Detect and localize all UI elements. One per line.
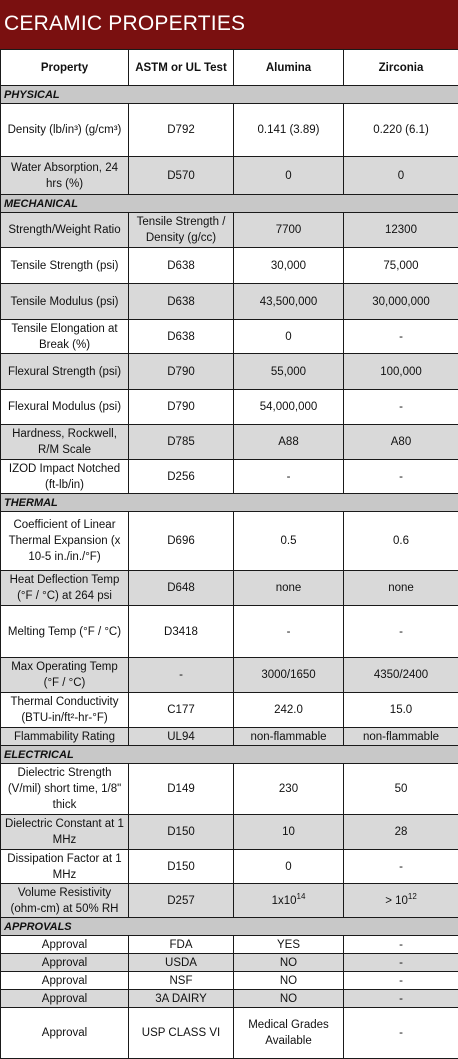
table-row [1, 954, 458, 972]
section-title: ELECTRICAL [1, 746, 458, 764]
test-cell: 3A DAIRY [129, 990, 234, 1008]
test-cell: D257 [129, 884, 234, 918]
table-row [1, 936, 458, 954]
section-header [1, 494, 458, 512]
alumina-cell: 230 [234, 764, 344, 815]
property-cell: Approval [1, 990, 129, 1008]
properties-body [1, 86, 458, 1059]
table-row [1, 972, 458, 990]
zirconia-cell: 0.220 (6.1) [344, 104, 458, 157]
test-cell: D150 [129, 850, 234, 884]
zirconia-cell: 28 [344, 815, 458, 850]
property-cell: Strength/Weight Ratio [1, 213, 129, 248]
zirconia-cell: 15.0 [344, 693, 458, 728]
header-alumina: Alumina [234, 50, 344, 86]
zirconia-cell: - [344, 390, 458, 425]
alumina-cell: 0.5 [234, 512, 344, 571]
alumina-cell: NO [234, 972, 344, 990]
section-header [1, 195, 458, 213]
table-row [1, 850, 458, 884]
property-cell: Coefficient of Linear Thermal Expansion (x 10-5 in./in./°F) [1, 512, 129, 571]
zirconia-cell: - [344, 606, 458, 658]
property-cell: Approval [1, 1008, 129, 1059]
property-cell: Flammability Rating [1, 728, 129, 746]
alumina-cell: 0 [234, 320, 344, 354]
test-cell: D638 [129, 320, 234, 354]
alumina-cell: 3000/1650 [234, 658, 344, 693]
alumina-cell: A88 [234, 425, 344, 460]
alumina-cell: 0.141 (3.89) [234, 104, 344, 157]
property-cell: Thermal Conductivity (BTU-in/ft²-hr-°F) [1, 693, 129, 728]
alumina-cell: NO [234, 954, 344, 972]
table-row [1, 104, 458, 157]
alumina-cell: 0 [234, 850, 344, 884]
header-row [1, 50, 458, 86]
zirconia-cell: 12300 [344, 213, 458, 248]
property-cell: Melting Temp (°F / °C) [1, 606, 129, 658]
test-cell: USDA [129, 954, 234, 972]
property-cell: Dissipation Factor at 1 MHz [1, 850, 129, 884]
property-cell: Density (lb/in³) (g/cm³) [1, 104, 129, 157]
test-cell: D790 [129, 354, 234, 390]
alumina-cell: 30,000 [234, 248, 344, 284]
zirconia-cell: - [344, 1008, 458, 1059]
test-cell: D150 [129, 815, 234, 850]
value-base: 1x10 [272, 895, 297, 907]
table-row [1, 157, 458, 195]
zirconia-cell: 0 [344, 157, 458, 195]
test-cell: FDA [129, 936, 234, 954]
table-row [1, 248, 458, 284]
property-cell: Hardness, Rockwell, R/M Scale [1, 425, 129, 460]
test-cell: UL94 [129, 728, 234, 746]
table-row [1, 390, 458, 425]
table-row [1, 693, 458, 728]
zirconia-cell: - [344, 954, 458, 972]
zirconia-cell: 30,000,000 [344, 284, 458, 320]
header-test: ASTM or UL Test [129, 50, 234, 86]
property-cell: Approval [1, 954, 129, 972]
property-cell: Tensile Modulus (psi) [1, 284, 129, 320]
table-row [1, 728, 458, 746]
zirconia-cell: 0.6 [344, 512, 458, 571]
section-header [1, 86, 458, 104]
zirconia-cell: non-flammable [344, 728, 458, 746]
test-cell: - [129, 658, 234, 693]
zirconia-cell [344, 884, 458, 918]
alumina-cell: NO [234, 990, 344, 1008]
alumina-cell: 10 [234, 815, 344, 850]
test-cell: D638 [129, 284, 234, 320]
zirconia-cell: - [344, 990, 458, 1008]
header-property: Property [1, 50, 129, 86]
section-title: APPROVALS [1, 918, 458, 936]
zirconia-cell: - [344, 460, 458, 494]
table-row [1, 658, 458, 693]
property-cell: Flexural Strength (psi) [1, 354, 129, 390]
page-title: CERAMIC PROPERTIES [0, 0, 458, 49]
zirconia-cell: A80 [344, 425, 458, 460]
header-zirconia: Zirconia [344, 50, 458, 86]
property-cell: Dielectric Strength (V/mil) short time, 1/8" thick [1, 764, 129, 815]
value-exponent: 14 [297, 892, 306, 901]
zirconia-cell: 50 [344, 764, 458, 815]
alumina-cell: - [234, 460, 344, 494]
zirconia-cell: - [344, 320, 458, 354]
test-cell: D638 [129, 248, 234, 284]
table-row [1, 606, 458, 658]
alumina-cell: 242.0 [234, 693, 344, 728]
property-cell: Heat Deflection Temp (°F / °C) at 264 psi [1, 571, 129, 606]
test-cell: D648 [129, 571, 234, 606]
alumina-cell: non-flammable [234, 728, 344, 746]
section-title: MECHANICAL [1, 195, 458, 213]
alumina-cell: 7700 [234, 213, 344, 248]
test-cell: D149 [129, 764, 234, 815]
alumina-cell: YES [234, 936, 344, 954]
value-base: > 10 [385, 895, 408, 907]
test-cell: D792 [129, 104, 234, 157]
property-cell: Approval [1, 936, 129, 954]
property-cell: Dielectric Constant at 1 MHz [1, 815, 129, 850]
table-row [1, 284, 458, 320]
zirconia-cell: - [344, 972, 458, 990]
table-row [1, 425, 458, 460]
alumina-cell: Medical Grades Available [234, 1008, 344, 1059]
table-row [1, 354, 458, 390]
property-cell: Volume Resistivity (ohm-cm) at 50% RH [1, 884, 129, 918]
table-row [1, 213, 458, 248]
alumina-cell: - [234, 606, 344, 658]
section-title: THERMAL [1, 494, 458, 512]
property-cell: IZOD Impact Notched (ft-lb/in) [1, 460, 129, 494]
test-cell: D785 [129, 425, 234, 460]
alumina-cell: none [234, 571, 344, 606]
zirconia-cell: none [344, 571, 458, 606]
table-row [1, 990, 458, 1008]
table-row [1, 1008, 458, 1059]
alumina-cell: 43,500,000 [234, 284, 344, 320]
table-row [1, 512, 458, 571]
section-title: PHYSICAL [1, 86, 458, 104]
alumina-cell: 0 [234, 157, 344, 195]
zirconia-cell: 4350/2400 [344, 658, 458, 693]
section-header [1, 918, 458, 936]
property-cell: Tensile Elongation at Break (%) [1, 320, 129, 354]
alumina-cell [234, 884, 344, 918]
value-exponent: 12 [408, 892, 417, 901]
alumina-cell: 54,000,000 [234, 390, 344, 425]
property-cell: Water Absorption, 24 hrs (%) [1, 157, 129, 195]
test-cell: USP CLASS VI [129, 1008, 234, 1059]
property-cell: Max Operating Temp (°F / °C) [1, 658, 129, 693]
test-cell: D570 [129, 157, 234, 195]
zirconia-cell: 75,000 [344, 248, 458, 284]
alumina-cell: 55,000 [234, 354, 344, 390]
test-cell: D790 [129, 390, 234, 425]
table-row [1, 571, 458, 606]
table-row [1, 884, 458, 918]
test-cell: Tensile Strength / Density (g/cc) [129, 213, 234, 248]
table-row [1, 320, 458, 354]
properties-table [0, 49, 458, 1059]
table-row [1, 460, 458, 494]
zirconia-cell: 100,000 [344, 354, 458, 390]
property-cell: Flexural Modulus (psi) [1, 390, 129, 425]
section-header [1, 746, 458, 764]
table-row [1, 764, 458, 815]
table-row [1, 815, 458, 850]
zirconia-cell: - [344, 936, 458, 954]
test-cell: NSF [129, 972, 234, 990]
zirconia-cell: - [344, 850, 458, 884]
property-cell: Tensile Strength (psi) [1, 248, 129, 284]
test-cell: D3418 [129, 606, 234, 658]
test-cell: D256 [129, 460, 234, 494]
property-cell: Approval [1, 972, 129, 990]
test-cell: D696 [129, 512, 234, 571]
test-cell: C177 [129, 693, 234, 728]
